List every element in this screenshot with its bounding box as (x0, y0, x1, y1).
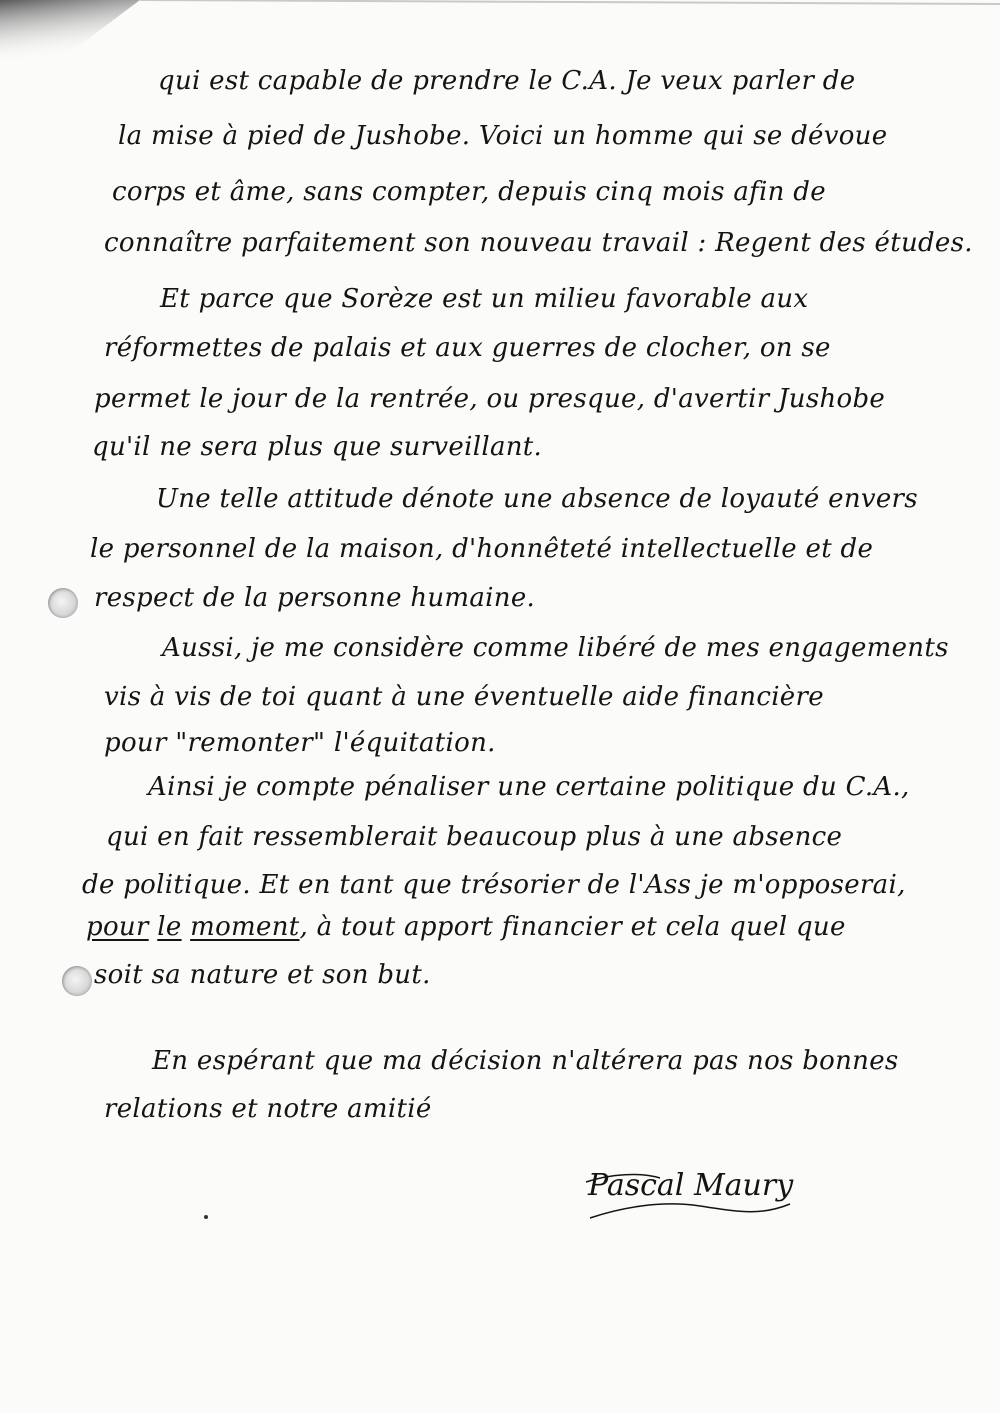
letter-line-underlined (86, 912, 846, 942)
letter-line: Une telle attitude dénote une absence de loyauté envers (156, 484, 918, 514)
ink-dot (204, 1215, 208, 1219)
letter-line: Et parce que Sorèze est un milieu favorable aux (160, 284, 809, 314)
signature: Pascal Maury (588, 1168, 794, 1203)
underlined-word: le (157, 912, 182, 942)
letter-line: le personnel de la maison, d'honnêteté intellectuelle et de (90, 534, 874, 564)
underlined-word: pour (86, 912, 149, 942)
line-rest: , à tout apport financier et cela quel que (299, 912, 846, 942)
letter-line: vis à vis de toi quant à une éventuelle aide financière (104, 682, 824, 712)
letter-line: Aussi, je me considère comme libéré de mes engagements (162, 633, 949, 663)
letter-line: la mise à pied de Jushobe. Voici un homme qui se dévoue (118, 121, 888, 151)
letter-line: de politique. Et en tant que trésorier de l'Ass je m'opposerai, (82, 870, 906, 900)
scan-shadow (0, 0, 1000, 60)
underlined-word: moment (190, 912, 300, 942)
letter-line: réformettes de palais et aux guerres de clocher, on se (104, 333, 831, 363)
letter-line: relations et notre amitié (104, 1094, 432, 1124)
letter-line: corps et âme, sans compter, depuis cinq mois afin de (112, 177, 826, 207)
letter-line: pour "remonter" l'équitation. (104, 728, 496, 758)
letter-line: qui est capable de prendre le C.A. Je veux parler de (158, 66, 856, 96)
letter-line: permet le jour de la rentrée, ou presque, d'avertir Jushobe (94, 384, 886, 414)
letter-line: respect de la personne humaine. (94, 583, 536, 613)
punch-hole (62, 966, 92, 996)
letter-line: qu'il ne sera plus que surveillant. (92, 432, 543, 462)
letter-line: Ainsi je compte pénaliser une certaine politique du C.A., (148, 772, 910, 802)
letter-line: soit sa nature et son but. (94, 960, 431, 990)
punch-hole (48, 588, 78, 618)
letter-line: En espérant que ma décision n'altérera pas nos bonnes (152, 1046, 899, 1076)
letter-line: connaître parfaitement son nouveau travail : Regent des études. (104, 228, 973, 258)
letter-line: qui en fait ressemblerait beaucoup plus à une absence (106, 822, 843, 852)
signature-flourish (580, 1160, 800, 1230)
